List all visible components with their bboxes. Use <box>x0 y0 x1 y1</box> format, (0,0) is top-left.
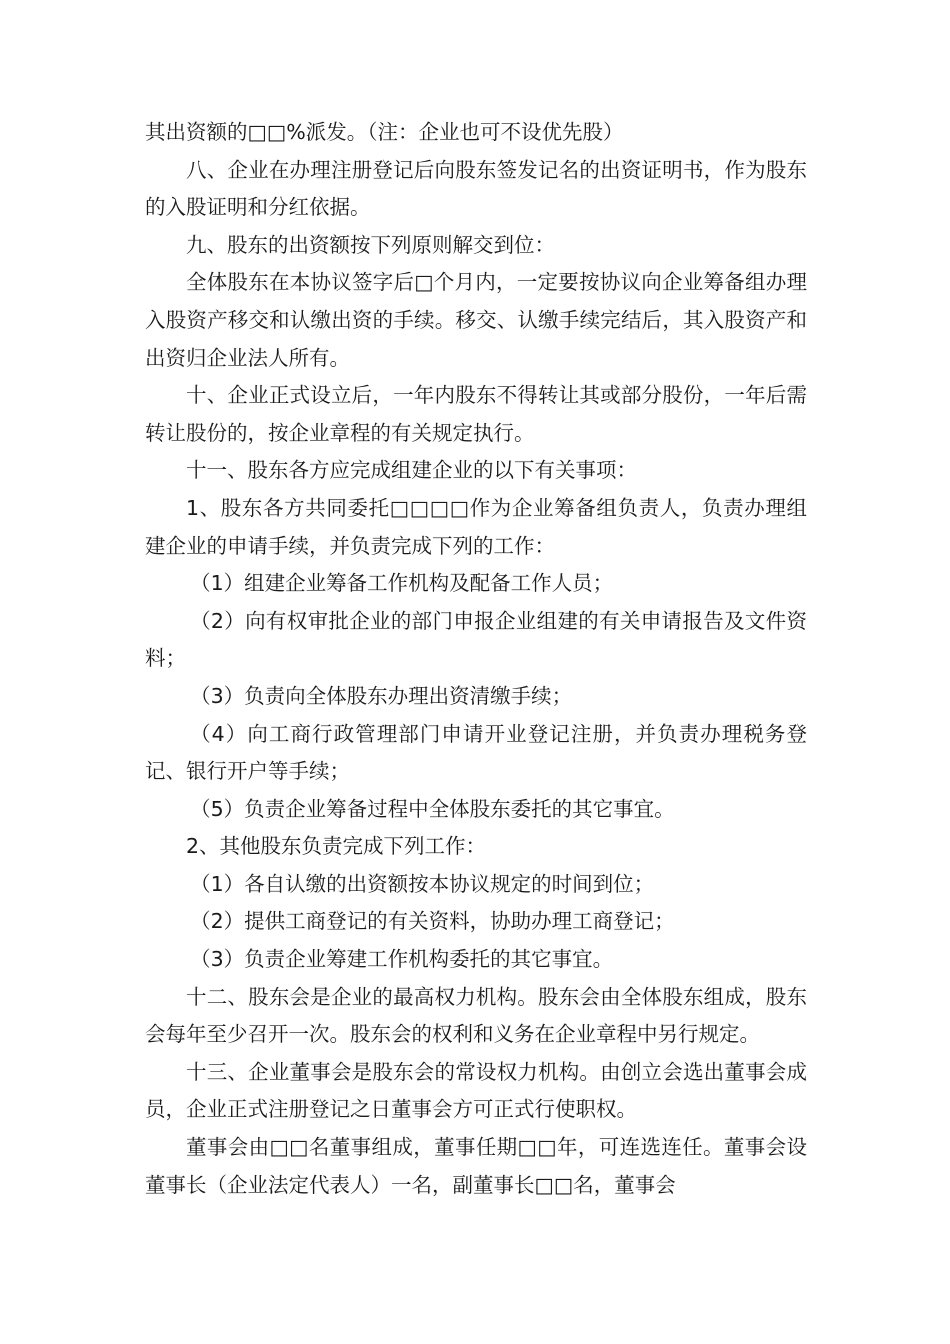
paragraph: 其出资额的□□%派发。（注：企业也可不设优先股） <box>145 120 624 144</box>
paragraph: 十、企业正式设立后，一年内股东不得转让其或部分股份，一年后需转让股份的，按企业章程的有关规定执行。 <box>145 383 807 445</box>
list-item: （2）向有权审批企业的部门申报企业组建的有关申请报告及文件资料； <box>145 608 807 671</box>
document-body <box>145 114 807 1204</box>
paragraph: 全体股东在本协议签字后□个月内，一定要按协议向企业筹备组办理入股资产移交和认缴出资的手续。移交、认缴手续完结后，其入股资产和出资归企业法人所有。 <box>145 270 807 370</box>
list-item: （4）向工商行政管理部门申请开业登记注册，并负责办理税务登记、银行开户等手续； <box>145 721 807 784</box>
list-item: （3）负责向全体股东办理出资清缴手续； <box>190 683 573 708</box>
paragraph: 2、其他股东负责完成下列工作： <box>186 834 487 859</box>
paragraph: 十一、股东各方应完成组建企业的以下有关事项： <box>186 458 637 483</box>
list-item: （1）组建企业筹备工作机构及配备工作人员； <box>190 571 614 596</box>
list-item: （5）负责企业筹备过程中全体股东委托的其它事宜。 <box>190 796 675 821</box>
paragraph: 董事会由□□名董事组成，董事任期□□年，可连选连任。董事会设董事长（企业法定代表人）一名，副董事长□□名，董事会 <box>145 1135 807 1197</box>
paragraph: 十三、企业董事会是股东会的常设权力机构。由创立会选出董事会成员，企业正式注册登记之日董事会方可正式行使职权。 <box>145 1059 807 1122</box>
list-item: （1）各自认缴的出资额按本协议规定的时间到位； <box>190 871 655 896</box>
paragraph: 1、股东各方共同委托□□□□作为企业筹备组负责人，负责办理组建企业的申请手续，并负责完成下列的工作： <box>145 495 807 558</box>
list-item: （3）负责企业筹建工作机构委托的其它事宜。 <box>190 947 614 972</box>
paragraph: 九、股东的出资额按下列原则解交到位： <box>186 232 555 257</box>
list-item: （2）提供工商登记的有关资料，协助办理工商登记； <box>190 909 675 934</box>
paragraph: 八、企业在办理注册登记后向股东签发记名的出资证明书，作为股东的入股证明和分红依据。 <box>145 157 807 220</box>
paragraph: 十二、股东会是企业的最高权力机构。股东会由全体股东组成，股东会每年至少召开一次。股东会的权利和义务在企业章程中另行规定。 <box>145 984 807 1047</box>
